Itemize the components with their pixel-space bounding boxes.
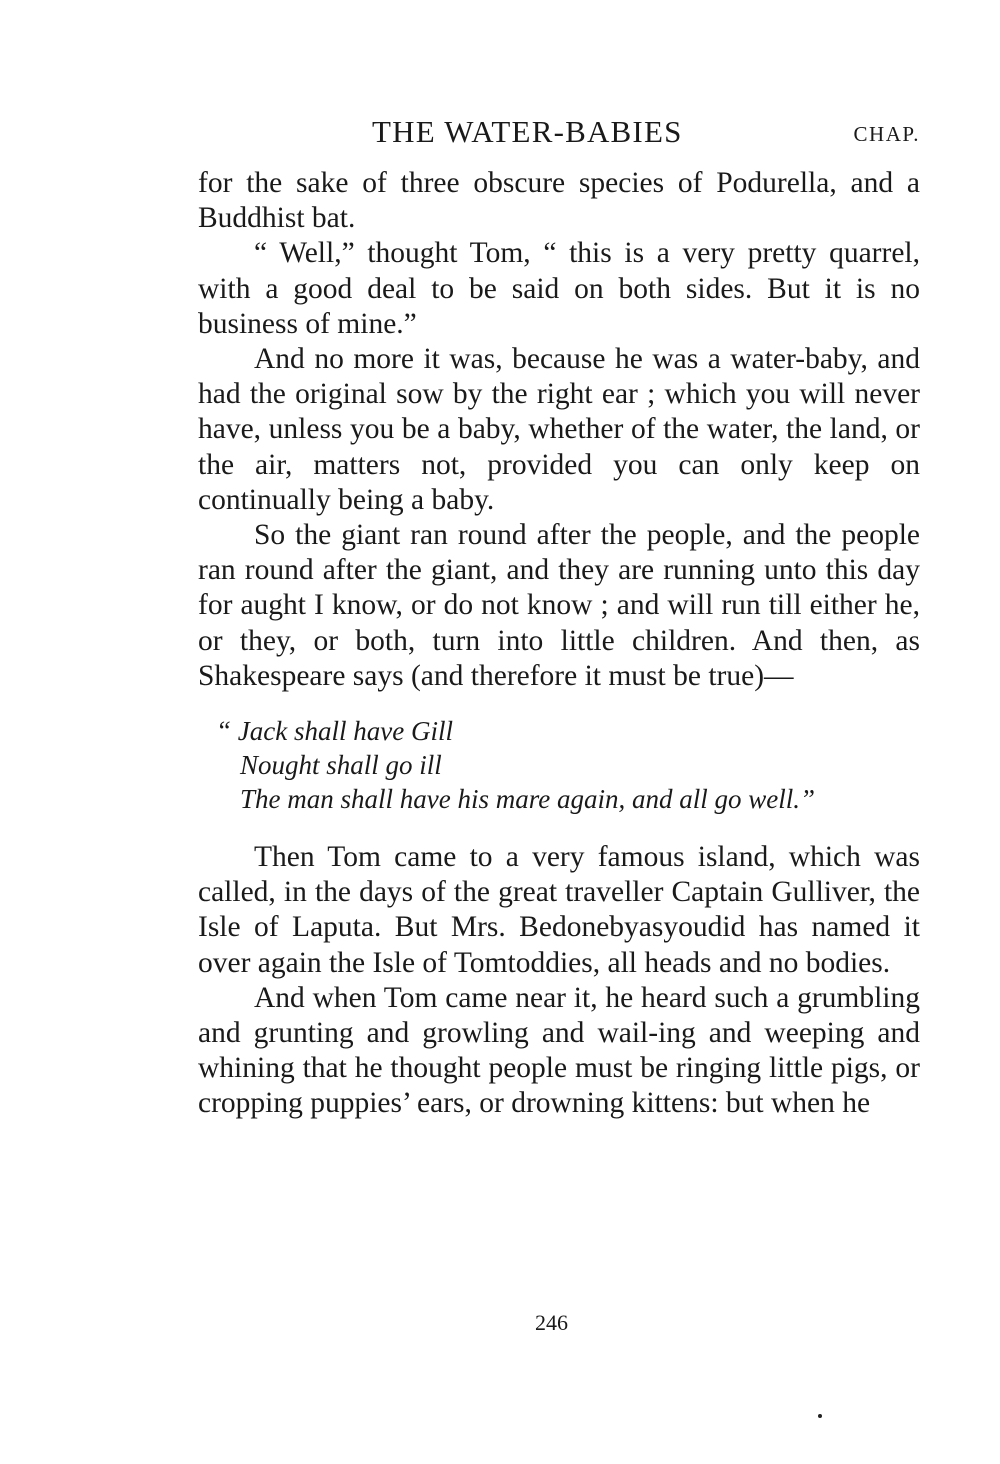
- running-title: THE WATER-BABIES: [372, 114, 683, 149]
- chapter-label: CHAP.: [853, 122, 920, 146]
- paragraph: And no more it was, because he was a water-baby, and had the original sow by the right ear ; which you will never have, unless you be a baby, whether of the water, the land, or the air, matters not, provided you can only keep on continually being a baby.: [198, 343, 920, 516]
- verse-line: “ Jack shall have Gill: [216, 716, 453, 747]
- paragraph: So the giant ran round after the people, and the people ran round after the giant, and they are running unto this day for aught I know, or do not know ; and will run till either he, or they, or both, turn into little children. And then, as Shakespeare says (and therefore it must be true)—: [198, 519, 920, 692]
- page-number: 246: [535, 1310, 568, 1335]
- verse-quotation: [216, 714, 920, 816]
- print-speck: [818, 1414, 822, 1418]
- page-header: [198, 110, 920, 166]
- verse-line: Nought shall go ill: [240, 750, 442, 781]
- paragraph: Then Tom came to a very famous island, which was called, in the days of the great traveller Captain Gulliver, the Isle of Laputa. But Mrs. Bedonebyasyoudid has named it over again the Isle of Tomtoddies, all heads and no bodies.: [198, 841, 920, 979]
- verse-line: The man shall have his mare again, and all go well.”: [240, 784, 815, 815]
- paragraph: And when Tom came near it, he heard such a grumbling and grunting and growling and wail-ing and weeping and whining that he thought people must be ringing little pigs, or cropping puppies’ ears, or drowning kittens: but when he: [198, 981, 920, 1120]
- paragraph: for the sake of three obscure species of Podurella, and a Buddhist bat.: [198, 167, 920, 235]
- book-page: [198, 110, 920, 1122]
- paragraph: “ Well,” thought Tom, “ this is a very pretty quarrel, with a good deal to be said on both sides. But it is no business of mine.”: [198, 237, 920, 340]
